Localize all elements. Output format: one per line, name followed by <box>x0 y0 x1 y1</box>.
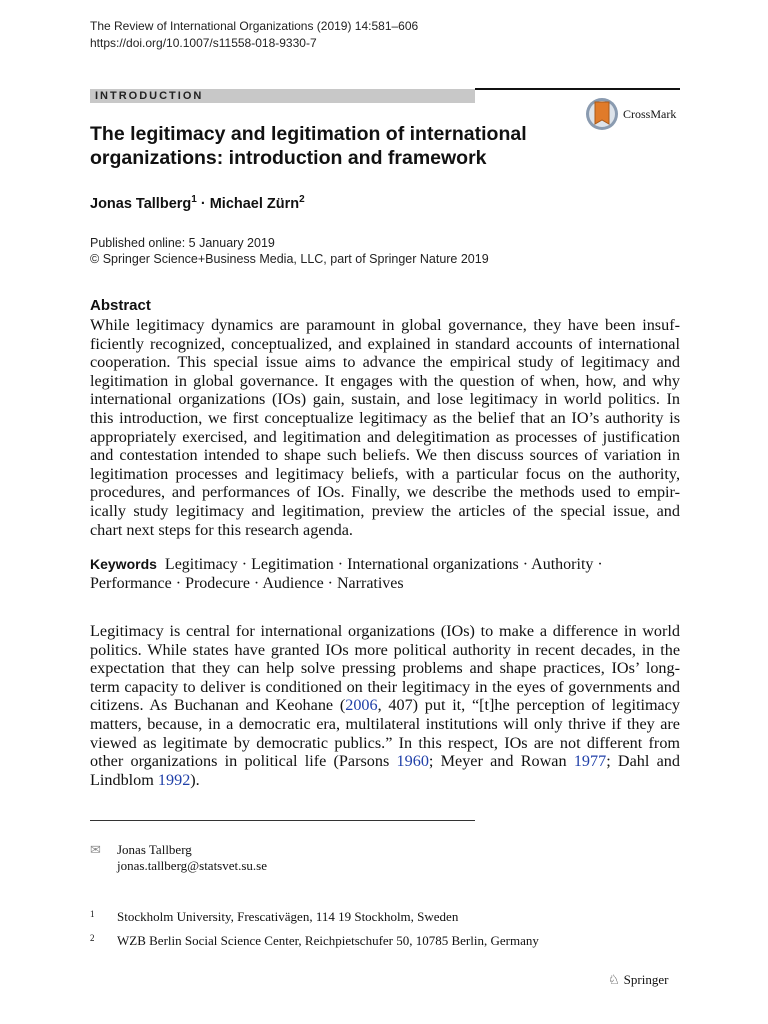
body-text: Legitimacy is central for international organizations (IOs) to make a difference in world <box>90 622 680 640</box>
affiliation <box>90 909 459 926</box>
body-line <box>90 678 680 697</box>
abstract-line: legitimation processes and legitimacy beliefs, with a particular focus on the authority, <box>90 464 680 483</box>
citation-link[interactable]: 2006 <box>345 696 378 715</box>
body-line <box>90 715 680 734</box>
crossmark-icon <box>585 97 619 131</box>
footnote-rule <box>90 820 475 821</box>
affiliation-text: Stockholm University, Frescativägen, 114 19 Stockholm, Sweden <box>117 909 459 924</box>
abstract-text <box>90 316 680 539</box>
springer-horse-icon: ♘ <box>608 972 620 987</box>
keywords-line: Performance · Prodecure · Audience · Narratives <box>90 575 404 592</box>
abstract-line: appropriately exercised, and legitimation and delegitimation as processes of justification <box>90 427 680 446</box>
citation-link[interactable]: 1992 <box>157 770 191 789</box>
affiliation <box>90 933 539 950</box>
body-text: citizens. As Buchanan and Keohane ( <box>90 696 346 715</box>
abstract-line: and contestation intended to shape such beliefs. We then discuss sources of variation in <box>90 446 680 465</box>
copyright-text: Springer Science+Business Media, LLC, part of Springer Nature 2019 <box>102 252 489 266</box>
article-title: The legitimacy and legitimation of international organizations: introduction and framework <box>90 123 527 169</box>
body-paragraph <box>90 622 680 789</box>
keywords-line: Legitimacy · Legitimation · International organizations · Authority · <box>164 556 603 573</box>
author-name[interactable]: Jonas Tallberg <box>90 195 192 212</box>
keywords <box>90 555 603 593</box>
body-text: ). <box>190 770 200 789</box>
affiliation-number: 2 <box>90 933 95 943</box>
crossmark-button[interactable] <box>585 97 676 131</box>
abstract-line: international organizations (IOs) gain, sustain, and lose legitimacy in world politics. In <box>90 390 680 409</box>
abstract-line: ficiently recognized, conceptualized, and explained in standard accounts of international <box>90 334 680 353</box>
body-text: viewed as legitimate by democratic publics.” In this respect, IOs are not different from <box>90 733 680 752</box>
correspondence <box>90 842 267 874</box>
copyright-icon: © <box>90 252 103 266</box>
body-line <box>90 622 680 641</box>
doi-link[interactable]: https://doi.org/10.1007/s11558-018-9330-7 <box>90 36 317 50</box>
citation-link[interactable]: 1977 <box>573 752 607 771</box>
abstract-line: legitimation in global governance. It engages with the question of when, how, and why <box>90 371 680 390</box>
body-text: term capacity to deliver is conditioned on their legitimacy in the eyes of governments and <box>90 677 680 696</box>
body-text: , 407) put it, “[t]he perception of legitimacy <box>377 696 680 715</box>
citation-link[interactable]: 1960 <box>396 752 429 771</box>
body-text: ; Dahl and <box>606 752 680 771</box>
abstract-line: chart next steps for this research agenda. <box>90 520 353 539</box>
affiliation-text: WZB Berlin Social Science Center, Reichpietschufer 50, 10785 Berlin, Germany <box>117 933 539 948</box>
body-line <box>90 659 680 678</box>
body-text: matters, because, in a democratic era, multilateral institutions will only thrive if they are <box>90 714 680 733</box>
abstract-line: While legitimacy dynamics are paramount in global governance, they have been insuf- <box>90 316 680 334</box>
body-line <box>90 641 680 660</box>
body-line <box>90 752 680 771</box>
body-text: ; Meyer and Rowan <box>428 752 574 771</box>
affiliation-number: 1 <box>90 909 95 919</box>
abstract-line: cooperation. This special issue aims to advance the empirical study of legitimacy and <box>90 353 680 372</box>
keywords-label: Keywords <box>90 556 157 572</box>
body-line <box>90 771 680 790</box>
abstract-heading: Abstract <box>90 297 151 314</box>
envelope-icon: ✉ <box>90 842 101 857</box>
author-separator: · <box>196 195 210 212</box>
copyright <box>90 252 489 266</box>
author-list <box>90 194 305 212</box>
body-text: expectation that they can help solve pressing problems and shape practices, IOs’ long- <box>90 659 680 678</box>
body-text: politics. While states have granted IOs more political authority in recent decades, in the <box>90 640 680 659</box>
body-line <box>90 734 680 753</box>
crossmark-label: CrossMark <box>623 106 677 121</box>
body-text: other organizations in political life (Parsons <box>90 752 397 771</box>
header-rule <box>475 88 680 90</box>
correspondence-email[interactable]: jonas.tallberg@statsvet.su.se <box>117 858 268 873</box>
correspondence-name: Jonas Tallberg <box>117 842 192 857</box>
body-line <box>90 696 680 715</box>
journal-citation: The Review of International Organizations (2019) 14:581–606 <box>90 19 419 33</box>
body-text: Lindblom <box>90 770 158 789</box>
abstract-line: ically study legitimacy and legitimation, preview the articles of the special issue, and <box>90 501 680 520</box>
publisher-logo <box>608 972 668 988</box>
published-date: Published online: 5 January 2019 <box>90 236 275 250</box>
author-name[interactable]: Michael Zürn <box>209 195 300 212</box>
section-label: INTRODUCTION <box>90 89 475 103</box>
abstract-line: procedures, and performances of IOs. Finally, we describe the methods used to empir- <box>90 483 680 502</box>
author-affiliation-mark: 2 <box>299 194 305 205</box>
author-affiliation-mark: 1 <box>191 194 197 205</box>
abstract-line: this introduction, we first conceptualize legitimacy as the belief that an IO’s authority is <box>90 408 680 427</box>
publisher-name: Springer <box>623 972 669 987</box>
